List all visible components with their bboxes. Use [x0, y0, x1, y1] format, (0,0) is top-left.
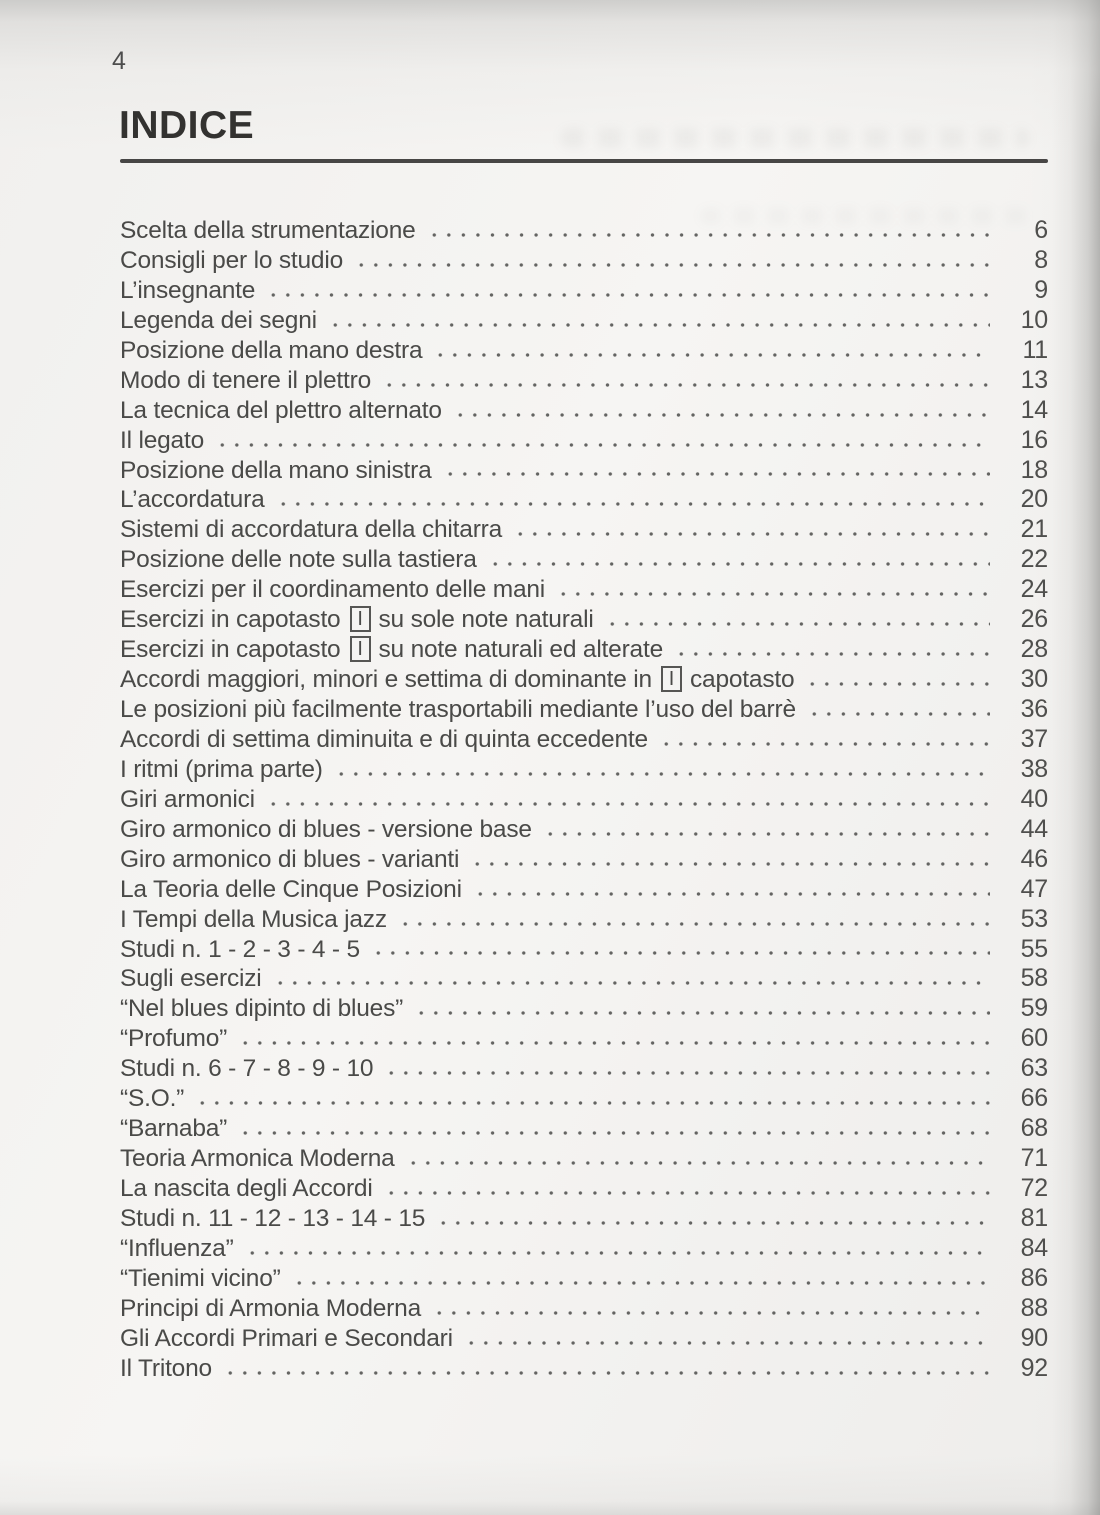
toc-entry	[120, 246, 1048, 276]
toc-entry-title: La nascita degli Accordi	[120, 1175, 373, 1202]
toc-entry	[120, 875, 1048, 905]
toc-entry-title: Il Tritono	[120, 1354, 212, 1382]
toc-entry	[120, 725, 1048, 755]
toc-entry-page: 16	[1020, 425, 1048, 454]
dot-leader	[326, 306, 990, 336]
dot-leader	[554, 575, 990, 605]
toc-entry	[120, 905, 1048, 935]
capotasto-box: I	[350, 636, 371, 662]
toc-entry	[120, 1054, 1048, 1084]
dot-leader	[290, 1264, 990, 1294]
toc-entry-page: 66	[1020, 1084, 1048, 1113]
dot-leader	[332, 755, 990, 785]
toc-entry-page: 44	[1020, 814, 1048, 843]
toc-entry	[120, 366, 1048, 396]
toc-entry	[120, 1114, 1048, 1144]
toc-entry-title: Sugli esercizi	[120, 965, 262, 993]
toc-entry-page: 10	[1020, 305, 1048, 334]
toc-entry-page: 11	[1022, 335, 1048, 364]
toc-entry-page: 59	[1020, 994, 1048, 1023]
toc-entry-page: 24	[1020, 575, 1048, 604]
toc-entry-title: “Influenza”	[120, 1234, 234, 1262]
toc-entry-title: “S.O.”	[120, 1085, 185, 1113]
toc-entry-page: 40	[1020, 784, 1048, 813]
toc-entry-page: 58	[1020, 964, 1048, 993]
toc-entry-page: 71	[1020, 1144, 1048, 1173]
dot-leader	[243, 1234, 990, 1264]
toc-entry	[120, 994, 1048, 1024]
toc-entry-page: 72	[1020, 1174, 1048, 1202]
toc-entry-page: 90	[1020, 1323, 1048, 1352]
toc-entry-page: 63	[1020, 1054, 1048, 1083]
dot-leader	[412, 994, 990, 1024]
toc-entry-title: “Barnaba”	[120, 1115, 228, 1143]
toc-entry	[120, 1024, 1048, 1054]
toc-entry-page: 14	[1020, 395, 1048, 424]
toc-entry-page: 55	[1020, 934, 1048, 963]
toc-entry	[120, 815, 1048, 845]
dot-leader	[511, 515, 990, 545]
dot-leader	[274, 485, 991, 515]
toc-entry	[120, 396, 1048, 426]
toc-entry-page: 86	[1020, 1263, 1048, 1292]
dot-leader	[264, 276, 990, 306]
toc-entry	[120, 845, 1048, 875]
toc-entry-title: “Profumo”	[120, 1025, 228, 1053]
toc-entry	[120, 1294, 1048, 1324]
dot-leader	[264, 785, 990, 815]
dot-leader	[541, 815, 990, 845]
dot-leader	[657, 725, 990, 755]
dot-leader	[221, 1354, 990, 1384]
toc-entry-title: Il legato	[120, 426, 205, 454]
toc-entry-page: 21	[1020, 515, 1048, 544]
toc-entry	[120, 1174, 1048, 1204]
toc-entry-title: Sistemi di accordatura della chitarra	[120, 516, 503, 544]
toc-entry-title: Studi n. 1 - 2 - 3 - 4 - 5	[120, 935, 360, 963]
toc-list	[120, 216, 1048, 1384]
toc-entry-title: “Tienimi vicino”	[120, 1264, 281, 1292]
dot-leader	[236, 1024, 990, 1054]
toc-entry-title: Esercizi per il coordinamento delle mani	[120, 576, 546, 604]
capotasto-box: I	[350, 606, 371, 632]
toc-entry-page: 53	[1020, 904, 1048, 933]
toc-entry	[120, 515, 1048, 545]
toc-entry-title: I Tempi della Musica jazz	[120, 905, 387, 933]
dot-leader	[468, 845, 990, 875]
toc-entry-title: Posizione della mano destra	[120, 336, 423, 364]
toc-entry-page: 37	[1020, 724, 1048, 753]
toc-entry-title: Esercizi in capotasto	[120, 636, 341, 664]
toc-entry-title: Studi n. 6 - 7 - 8 - 9 - 10	[120, 1055, 374, 1083]
toc-entry-title: Principi di Armonia Moderna	[120, 1294, 421, 1322]
toc-entry-title: Le posizioni più facilmente trasportabili mediante l’uso del barrè	[120, 696, 796, 723]
toc-entry	[120, 1204, 1048, 1234]
toc-entry-page: 68	[1020, 1114, 1048, 1143]
toc-entry-title: I ritmi (prima parte)	[120, 755, 323, 783]
toc-entry	[120, 1354, 1048, 1384]
toc-entry-title: Consigli per lo studio	[120, 246, 344, 274]
toc-entry-title: Giri armonici	[120, 785, 255, 813]
dot-leader	[213, 426, 990, 456]
toc-entry	[120, 485, 1048, 515]
toc-entry-page: 60	[1020, 1024, 1048, 1053]
dot-leader	[451, 396, 990, 426]
dot-leader	[462, 1324, 990, 1354]
dot-leader	[369, 935, 990, 965]
dot-leader	[603, 605, 990, 635]
toc-entry-page: 9	[1034, 275, 1048, 304]
page-title: INDICE	[119, 104, 255, 147]
toc-entry-page: 88	[1020, 1293, 1048, 1322]
title-rule	[120, 159, 1048, 163]
toc-entry-title: Accordi maggiori, minori e settima di dominante in	[120, 666, 652, 694]
toc-entry	[120, 1144, 1048, 1174]
toc-entry-page: 13	[1020, 365, 1048, 394]
toc-entry-title: La Teoria delle Cinque Posizioni	[120, 875, 462, 903]
toc-entry	[120, 456, 1048, 486]
dot-leader	[352, 246, 990, 276]
toc-entry	[120, 755, 1048, 785]
dot-leader	[382, 1174, 990, 1204]
dot-leader	[236, 1114, 990, 1144]
toc-entry	[120, 216, 1048, 246]
toc-entry	[120, 964, 1048, 994]
toc-entry-page: 30	[1020, 665, 1048, 694]
toc-entry	[120, 665, 1048, 695]
dot-leader	[434, 1204, 990, 1234]
dot-leader	[803, 665, 990, 695]
toc-entry-title: Legenda dei segni	[120, 306, 317, 334]
toc-entry-page: 28	[1020, 635, 1048, 664]
toc-entry-title: Modo di tenere il plettro	[120, 366, 372, 394]
toc-entry-title: Accordi di settima diminuita e di quinta eccedente	[120, 725, 648, 753]
dot-leader	[430, 1294, 990, 1324]
toc-entry	[120, 1264, 1048, 1294]
dot-leader	[431, 336, 990, 366]
dot-leader	[672, 635, 990, 665]
toc-entry	[120, 426, 1048, 456]
toc-entry-title: Giro armonico di blues - varianti	[120, 845, 460, 873]
toc-entry-page: 92	[1020, 1353, 1048, 1382]
dot-leader	[441, 456, 990, 486]
toc-entry-page: 26	[1020, 605, 1048, 634]
toc-entry-title: Giro armonico di blues - versione base	[120, 815, 532, 843]
toc-entry-title: L’accordatura	[120, 486, 265, 514]
toc-entry	[120, 575, 1048, 605]
toc-entry	[120, 635, 1048, 665]
toc-entry-page: 18	[1020, 455, 1048, 484]
toc-entry-title: Posizione della mano sinistra	[120, 456, 432, 484]
toc-entry	[120, 785, 1048, 815]
toc-entry-title: La tecnica del plettro alternato	[120, 396, 442, 424]
dot-leader	[404, 1144, 990, 1174]
toc-entry-title: L’insegnante	[120, 276, 256, 304]
toc-entry-title: Posizione delle note sulla tastiera	[120, 546, 477, 574]
toc-entry-page: 36	[1020, 695, 1048, 723]
dot-leader	[471, 875, 990, 905]
bleed-through-ghost	[560, 128, 1030, 148]
dot-leader	[396, 905, 990, 935]
toc-entry-title: Teoria Armonica Moderna	[120, 1145, 395, 1173]
toc-entry-page: 8	[1034, 245, 1048, 274]
toc-entry-title: Scelta della strumentazione	[120, 217, 416, 244]
toc-entry-title: “Nel blues dipinto di blues”	[120, 995, 404, 1023]
dot-leader	[271, 964, 990, 994]
toc-entry	[120, 1234, 1048, 1264]
dot-leader	[425, 216, 990, 246]
capotasto-box: I	[661, 666, 682, 692]
dot-leader	[382, 1054, 990, 1084]
dot-leader	[380, 366, 990, 396]
toc-entry-title-after: su note naturali ed alterate	[378, 636, 664, 664]
page-number: 4	[112, 47, 126, 75]
toc-entry	[120, 1084, 1048, 1114]
toc-entry	[120, 1324, 1048, 1354]
toc-entry-page: 6	[1034, 216, 1048, 244]
toc-entry-title: Studi n. 11 - 12 - 13 - 14 - 15	[120, 1204, 426, 1232]
dot-leader	[486, 545, 990, 575]
toc-entry-title-after: su sole note naturali	[378, 606, 594, 634]
toc-entry-page: 84	[1020, 1233, 1048, 1262]
toc-entry-page: 81	[1020, 1203, 1048, 1232]
toc-entry-title: Esercizi in capotasto	[120, 606, 341, 634]
dot-leader	[193, 1084, 990, 1114]
toc-entry	[120, 605, 1048, 635]
toc-entry-page: 47	[1020, 874, 1048, 903]
toc-entry-page: 20	[1020, 485, 1048, 514]
toc-entry	[120, 935, 1048, 965]
dot-leader	[805, 695, 990, 725]
toc-entry	[120, 545, 1048, 575]
toc-entry	[120, 695, 1048, 725]
toc-entry-page: 22	[1020, 545, 1048, 574]
toc-entry-page: 46	[1020, 844, 1048, 873]
toc-entry	[120, 306, 1048, 336]
toc-entry-page: 38	[1020, 754, 1048, 783]
toc-entry	[120, 336, 1048, 366]
toc-entry	[120, 276, 1048, 306]
toc-entry-title: Gli Accordi Primari e Secondari	[120, 1324, 453, 1352]
toc-entry-title-after: capotasto	[689, 666, 795, 694]
